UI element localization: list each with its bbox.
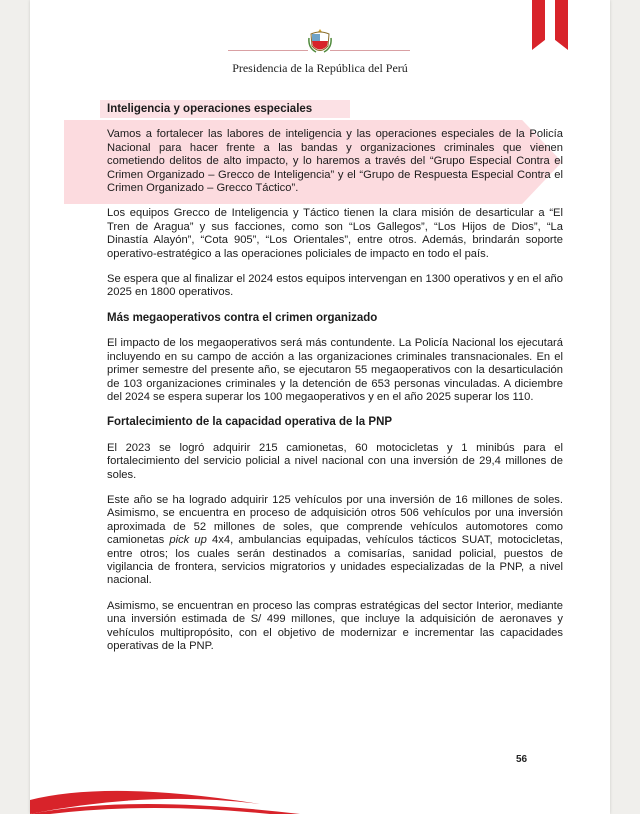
header-rule-right [330, 50, 410, 51]
paragraph-vehicles [107, 494, 563, 588]
text-span: 4x4, ambulancias equipadas, vehículos tácticos SUAT, motocicletas, entre otros; los cuales serán destinados a comisarías, sanidad policial, puestos de vigilancia de frontera, servicios migratorios y unidades especializadas de la PNP, a nivel nacional. [107, 534, 563, 587]
paragraph: El impacto de los megaoperativos será más contundente. La Policía Nacional los ejecutará incluyendo en su campo de acción a las organizaciones criminales transnacionales. En el primer semestre del presente año, se ejecutaron 55 megaoperativos con la desarticulación de 103 organizaciones criminales y la detención de 653 personas vinculadas. A diciembre del 2024 se espera superar los 100 megaoperativos y en el año 2025 superar los 110. [107, 337, 563, 403]
header-rule-left [228, 50, 308, 51]
paragraph: Se espera que al finalizar el 2024 estos equipos intervengan en 1300 operativos y en el año 2025 en 1800 operativos. [107, 273, 563, 299]
italic-term: pick up [169, 534, 207, 547]
decorative-swoosh [30, 760, 330, 814]
section-heading-megaoperations: Más megaoperativos contra el crimen organizado [107, 311, 378, 324]
flag-ribbon [532, 0, 568, 50]
paragraph: Vamos a fortalecer las labores de inteligencia y las operaciones especiales de la Policía Nacional para hacer frente a las bandas y organizaciones criminales que vienen cometiendo delitos de alto impacto, y lo haremos a través del “Grupo Especial Contra el Crimen Organizado – Grecco de Inteligencia” y el “Grupo de Respuesta Especial Contra el Crimen Organizado – Grecco Táctico”. [107, 128, 563, 195]
section-heading-intelligence: Inteligencia y operaciones especiales [107, 103, 313, 115]
section-heading-capacity: Fortalecimiento de la capacidad operativa de la PNP [107, 416, 393, 429]
coat-of-arms-icon [308, 28, 332, 56]
paragraph: Los equipos Grecco de Inteligencia y Táctico tienen la clara misión de desarticular a “El Tren de Aragua” y sus facciones, como son “Los Gallegos”, “Los Hijos de Dios”, “La Dinastía Alayón”, “Cota 905”, “Los Orientales”, entre otros. Además, brindarán soporte operativo-estratégico a las operaciones policiales de impacto en todo el país. [107, 207, 563, 260]
institution-title: Presidencia de la República del Perú [232, 61, 408, 75]
document-body [107, 103, 563, 665]
paragraph: El 2023 se logró adquirir 215 camionetas, 60 motocicletas y 1 minibús para el fortalecimiento del servicio policial a nivel nacional con una inversión de 29,4 millones de soles. [107, 441, 563, 481]
document-page [30, 0, 610, 814]
paragraph: Asimismo, se encuentran en proceso las compras estratégicas del sector Interior, mediante una inversión estimada de S/ 499 millones, que incluye la adquisición de aeronaves y vehículos multipropósito, con el objetivo de modernizar e incrementar las capacidades operativas de la PNP. [107, 599, 563, 652]
text-span: Este año se ha logrado adquirir 125 vehículos por una inversión de 16 millones de soles. Asimismo, se encuentra en proceso de adquisición otros 506 vehículos por una inversión aproximada de 52 millones de soles, que comprende vehículos automotores como camionetas [107, 493, 563, 547]
page-number: 56 [516, 754, 528, 765]
